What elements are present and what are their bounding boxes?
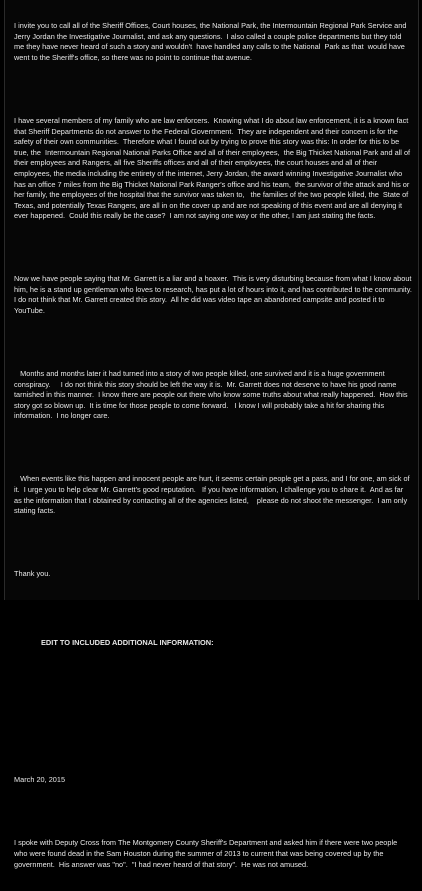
paragraph-intro: I invite you to call all of the Sheriff Offices, Court houses, the National Park, the Intermountain Regional Park Service and Jerry Jordan the Investigative Journalist, and ask any questions. I also called a couple police departments but they told me they have never heard of such a story and wouldn't have handled any calls to the National Park as that would have went to the Sheriff's office, so there was no point to continue that avenue.	[14, 21, 409, 62]
update-date: March 20, 2015	[14, 775, 66, 785]
document-page	[4, 0, 419, 869]
paragraph-events: When events like this happen and innocent people are hurt, it seems certain people get a pass, and I for one, am sick of it. I urge you to help clear Mr. Garrett's good reputation. If you have information, I challenge you to share it. And as far as the information that I obtained by contacting all of the agencies listed, please do not shoot the messenger. I am only stating facts.	[14, 474, 412, 516]
paragraph-update: I spoke with Deputy Cross from The Montgomery County Sheriff's Department and asked him if there were two people who were found dead in the Sam Houston during the summer of 2013 to current that was being covered up by the government. His answer was "no". "I had never heard of that story". He was not amused.	[14, 838, 400, 869]
article-body	[14, 0, 416, 891]
paragraph-thanks: Thank you.	[14, 569, 51, 579]
paragraph-months: Months and months later it had turned into a story of two people killed, one survived and it is a huge government conspiracy. I do not think this story should be left the way it is. Mr. Garrett does not deserve to have his good name tarnished in this manner. I know there are people out there who know some truths about what really happened. How this story got so blown up. It is time for those people to come forward. I know I will probably take a hit for sharing this information. I no longer care.	[14, 369, 410, 421]
paragraph-family: I have several members of my family who are law enforcers. Knowing what I do about law enforcement, it is a known fact that Sheriff Departments do not answer to the Federal Government. They are independent and their concern is for the safety of their own communities. Therefore what I found out by trying to prove this story was this: In order for this to be true, the Intermountain Regional National Parks Office and all of their employees, the Big Thicket National Park and all of their employees and Rangers, all five Sheriffs offices and all of their employees, the court houses and all of their employees, the media including the entirety of the internet, Jerry Jordan, the award winning Investigative Journalist who has an office 7 miles from the Big Thicket National Park Ranger's office and his team, the survivor of the attack and his or her family, the employees of the hospital that the survivor was taken to, the families of the two people killed, the State of Texas, and potentially Texas Rangers, are all in on the cover up and are not speaking of this event and are all denying it ever happened. Could this really be the case? I am not saying one way or the other, I am just stating the facts.	[14, 115, 413, 221]
paragraph-garrett: Now we have people saying that Mr. Garrett is a liar and a hoaxer. This is very disturbing because from what I know about him, he is a stand up gentleman who loves to research, has put a lot of hours into it, and has contributed to the community. I do not think that Mr. Garrett created this story. All he did was video tape an abandoned campsite and posted it to YouTube.	[14, 274, 416, 316]
edit-heading: EDIT TO INCLUDED ADDITIONAL INFORMATION:	[41, 638, 214, 648]
